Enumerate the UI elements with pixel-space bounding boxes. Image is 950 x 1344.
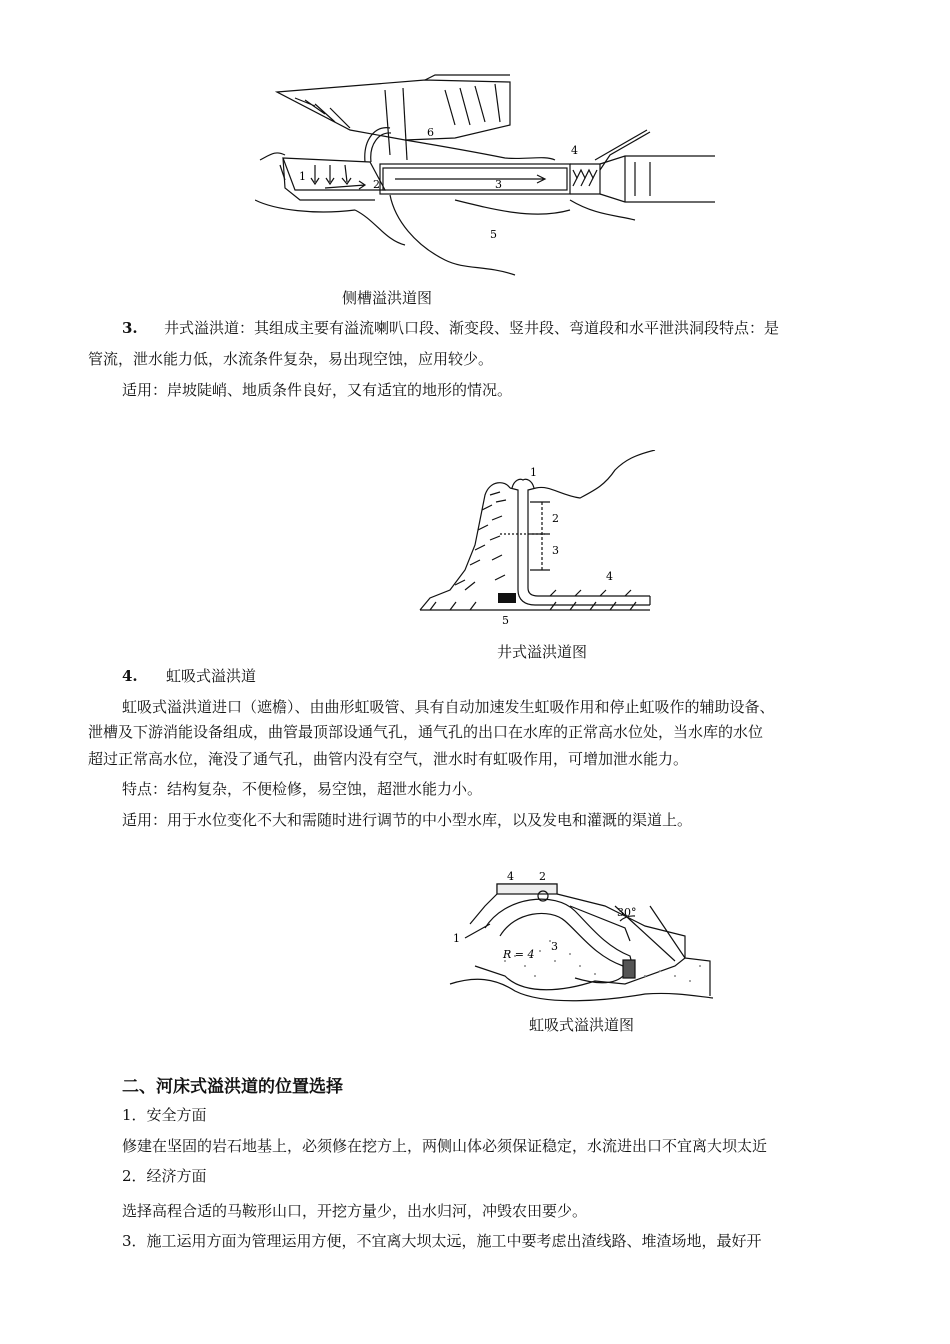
label-3: 3 xyxy=(552,544,559,557)
item1-text: 修建在坚固的岩石地基上，必须修在挖方上，两侧山体必须保证稳定，水流进出口不宜离大坝太近 xyxy=(122,1137,768,1155)
siphon-title: 虹吸式溢洪道 xyxy=(166,667,257,685)
label-6: 6 xyxy=(427,126,434,139)
siphon-spillway-figure xyxy=(445,866,715,1006)
label-4: 4 xyxy=(571,144,578,157)
label-1: 1 xyxy=(530,466,537,479)
location-heading: 二、河床式溢洪道的位置选择 xyxy=(122,1077,343,1097)
shaft-text-1: 井式溢洪道：其组成主要有溢流喇叭口段、渐变段、竖井段、弯道段和水平泄洪洞段特点：是 xyxy=(164,319,780,337)
shaft-line-1 xyxy=(122,318,779,338)
angle-label: 30° xyxy=(617,906,637,919)
label-1: 1 xyxy=(453,932,460,945)
label-3: 3 xyxy=(495,178,502,191)
siphon-line-1: 虹吸式溢洪道进口（遮檐）、由曲形虹吸管、具有自动加速发生虹吸作用和停止虹吸作的辅助设备、 xyxy=(122,698,775,716)
siphon-line-2: 泄槽及下游消能设备组成，曲管最顶部设通气孔，通气孔的出口在水库的正常高水位处，当水库的水位 xyxy=(88,723,764,741)
label-3: 3 xyxy=(551,940,558,953)
label-5: 5 xyxy=(490,228,497,241)
side-channel-spillway-figure xyxy=(255,70,715,280)
side-channel-spillway-drawing xyxy=(255,70,715,280)
label-1: 1 xyxy=(299,170,306,183)
item3-text: 3．施工运用方面为管理运用方便，不宜离大坝太远，施工中要考虑出渣线路、堆渣场地，最好开 xyxy=(122,1232,762,1250)
siphon-title-line xyxy=(122,666,256,686)
item2-title: 2．经济方面 xyxy=(122,1167,207,1185)
siphon-features: 特点：结构复杂，不便检修，易空蚀，超泄水能力小。 xyxy=(122,780,483,798)
siphon-spillway-drawing xyxy=(445,866,715,1006)
item1-title: 1．安全方面 xyxy=(122,1106,207,1124)
siphon-caption: 虹吸式溢洪道图 xyxy=(529,1016,635,1034)
shaft-caption: 井式溢洪道图 xyxy=(497,643,588,661)
item2-text: 选择高程合适的马鞍形山口，开挖方量少，出水归河，冲毁农田要少。 xyxy=(122,1202,588,1220)
shaft-spillway-figure xyxy=(410,450,670,630)
label-4: 4 xyxy=(606,570,613,583)
siphon-applicable: 适用：用于水位变化不大和需随时进行调节的中小型水库，以及发电和灌溉的渠道上。 xyxy=(122,811,693,829)
label-2: 2 xyxy=(552,512,559,525)
label-2: 2 xyxy=(373,178,380,191)
side-channel-caption: 侧槽溢洪道图 xyxy=(342,289,433,307)
gate-block xyxy=(498,593,516,603)
siphon-line-3: 超过正常高水位，淹没了通气孔，曲管内没有空气，泄水时有虹吸作用，可增加泄水能力。 xyxy=(88,750,689,768)
shaft-spillway-drawing xyxy=(410,450,670,630)
label-2: 2 xyxy=(539,870,546,883)
shaft-number: 3. xyxy=(122,319,138,337)
shaft-applicable: 适用：岸坡陡峭、地质条件良好，又有适宜的地形的情况。 xyxy=(122,381,513,399)
siphon-number: 4. xyxy=(122,667,138,685)
radius-label: R = 4 xyxy=(503,948,535,961)
label-4: 4 xyxy=(507,870,514,883)
label-5: 5 xyxy=(502,614,509,627)
shaft-line-2: 管流，泄水能力低，水流条件复杂，易出现空蚀，应用较少。 xyxy=(88,350,494,368)
